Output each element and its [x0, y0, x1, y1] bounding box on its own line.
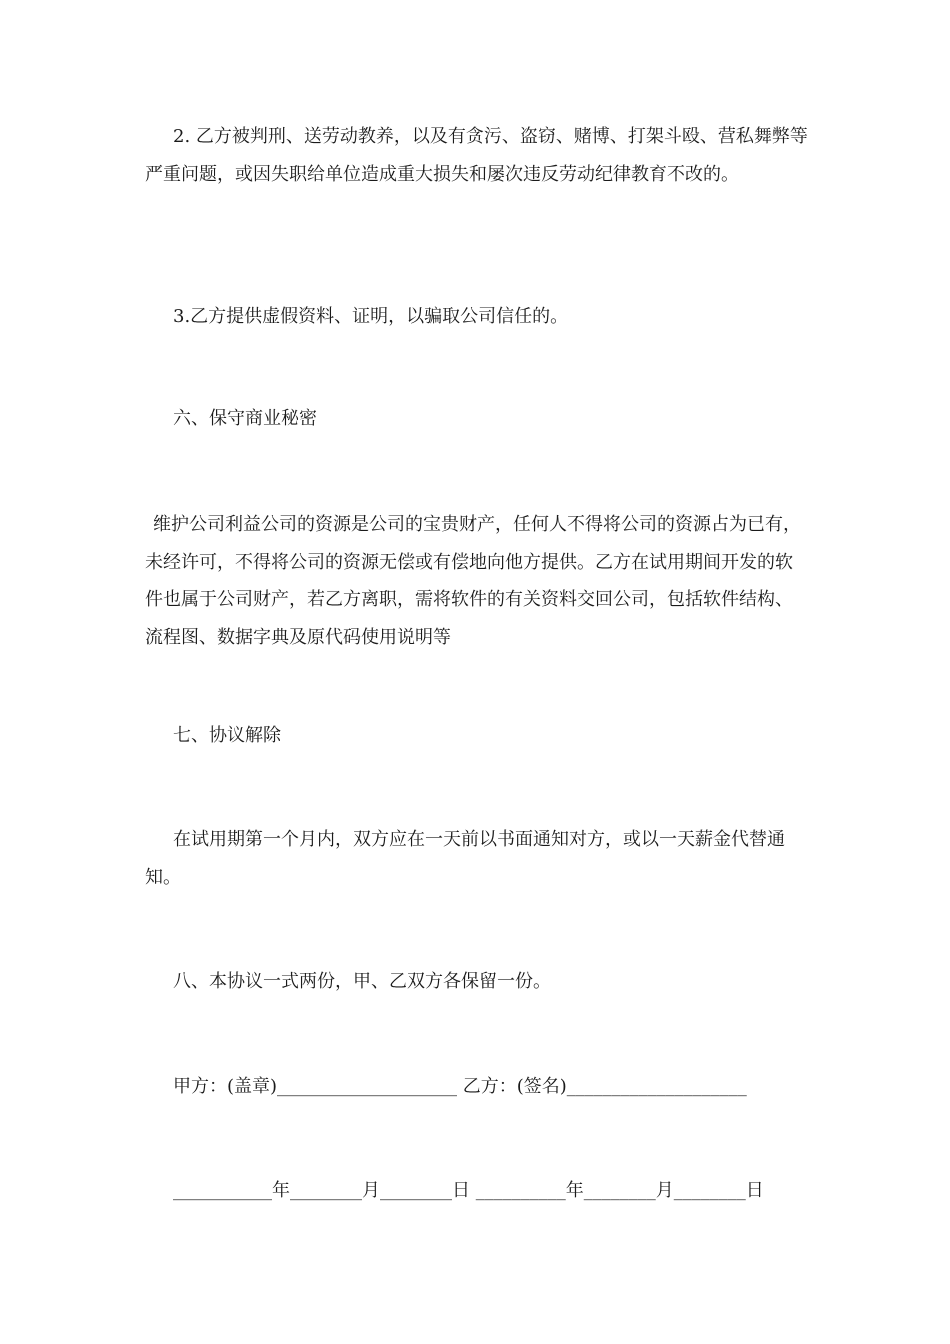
- termination-paragraph: 在试用期第一个月内，双方应在一天前以书面通知对方，或以一天薪金代替通知。: [145, 829, 785, 888]
- date-line: ___________年________月________日 __________年________月________日: [173, 1180, 764, 1201]
- confidentiality-paragraph: 维护公司利益公司的资源是公司的宝贵财产，任何人不得将公司的资源占为已有，未经许可，不得将公司的资源无偿或有偿地向他方提供。乙方在试用期间开发的软件也属于公司财产，若乙方离职，需将软件的有关资料交回公司，包括软件结构、流程图、数据字典及原代码使用说明等: [145, 514, 801, 648]
- section-copies-paragraph: 八、本协议一式两份，甲、乙双方各保留一份。: [173, 971, 551, 992]
- section-heading-confidentiality: 六、保守商业秘密: [173, 408, 317, 429]
- clause-3-paragraph: 3.乙方提供虚假资料、证明，以骗取公司信任的。: [173, 306, 569, 327]
- clause-2-paragraph: 2. 乙方被判刑、送劳动教养，以及有贪污、盗窃、赌博、打架斗殴、营私舞弊等严重问题，或因失职给单位造成重大损失和屡次违反劳动纪律教育不改的。: [145, 126, 808, 185]
- section-heading-termination: 七、协议解除: [173, 725, 281, 746]
- signature-line: 甲方：(盖章)____________________ 乙方：(签名)____________________: [173, 1076, 747, 1097]
